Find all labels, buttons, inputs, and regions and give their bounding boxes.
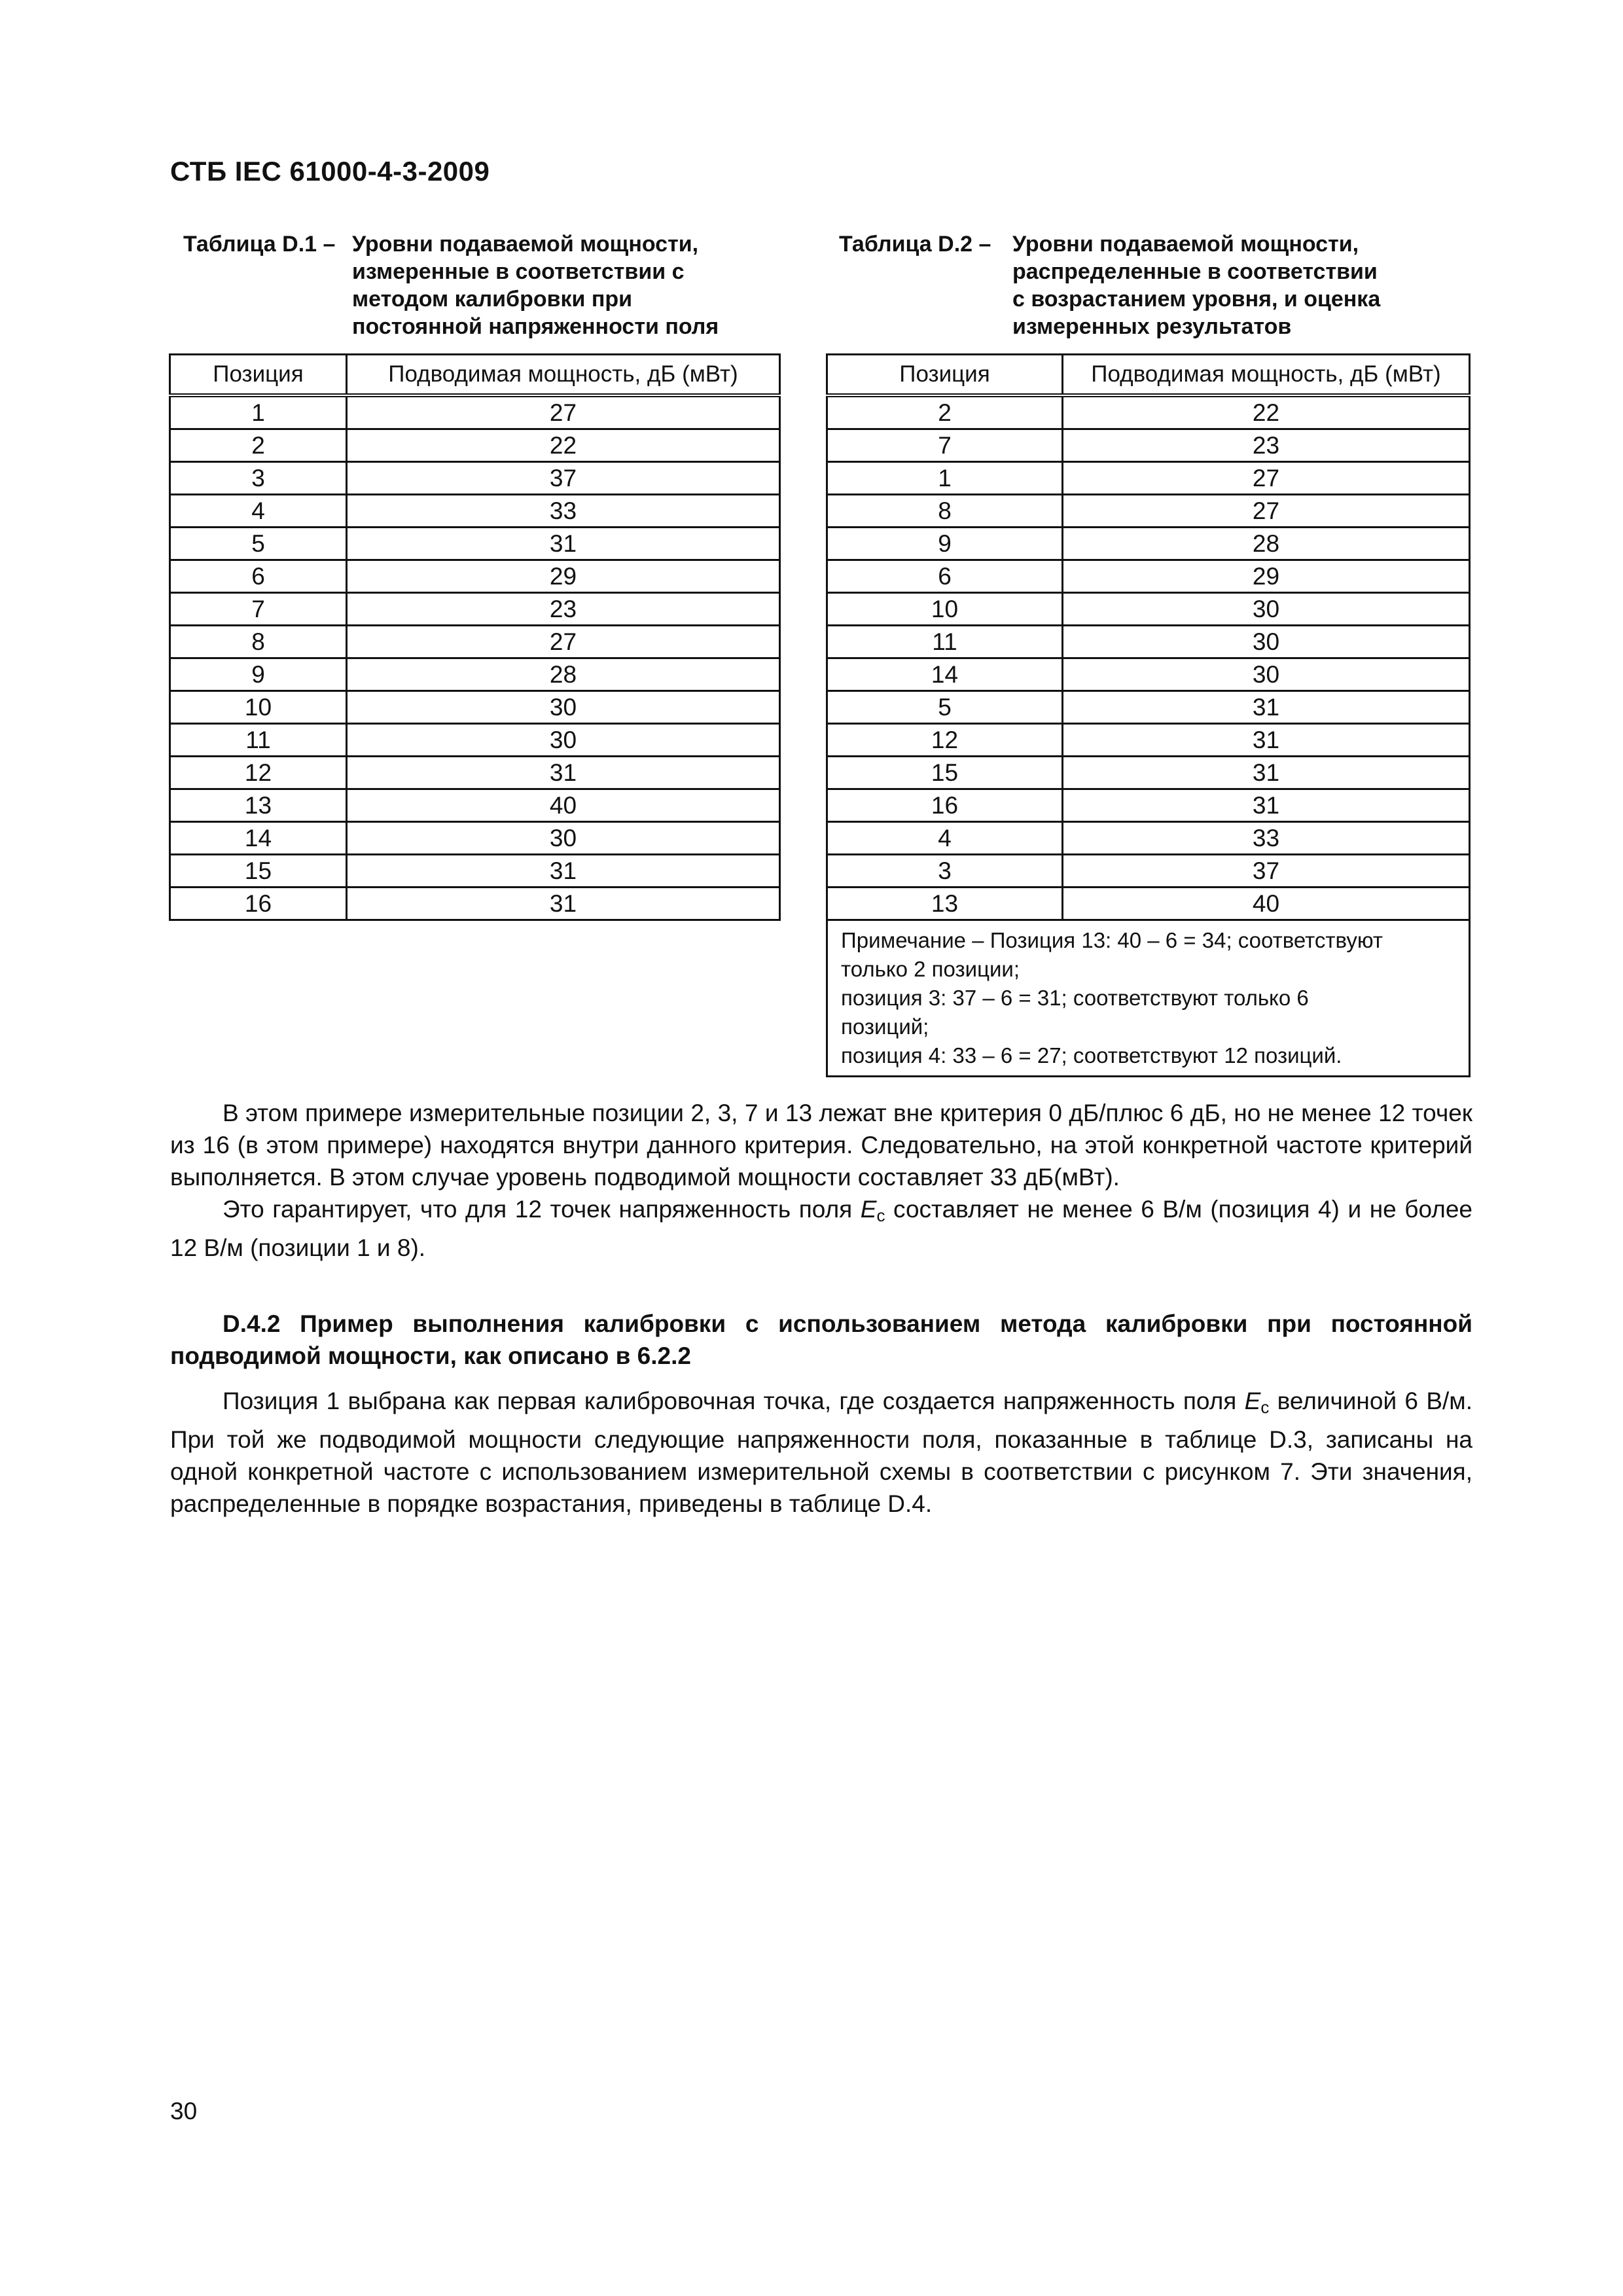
paragraph: В этом примере измерительные позиции 2, 3, 7 и 13 лежат вне критерия 0 дБ/плюс 6 дБ, но не менее 12 точек из 16 (в этом примере) находятся внутри данного критерия. Следовательно, на этой конкретной частоте критерий выполняется. В этом случае уровень подводимой мощности составляет 33 дБ(мВт). [170,1100,1472,1191]
power-cell: 27 [347,626,780,658]
table-d1-caption-line: измеренные в соответствии с [352,259,685,284]
paragraph-text: величиной 6 В/м. При той же подводимой мощности следующие напряженности поля, показанные в таблице D.3, записаны на одной конкретной частоте с использованием измерительной схемы в соответствии с рисунком 7. Эти значения, распределенные в порядке возрастания, приведены в таблице D.4. [170,1388,1472,1517]
power-cell: 40 [347,789,780,822]
body-text-block-2 [170,1385,1472,1520]
power-cell: 29 [1063,560,1470,593]
table-header-row [170,355,780,396]
table-row [827,822,1470,855]
power-cell: 40 [1063,888,1470,920]
document-code: СТБ IEC 61000-4-3-2009 [170,156,490,187]
table-d1-caption-line: Уровни подаваемой мощности, [352,232,699,257]
position-cell: 12 [827,724,1063,757]
note-line: позиция 4: 33 – 6 = 27; соответствуют 12 позиций. [841,1043,1342,1067]
position-cell: 2 [827,395,1063,429]
table-d1-caption-line: постоянной напряженности поля [352,314,719,339]
table-row [827,462,1470,495]
position-cell: 2 [170,429,347,462]
position-cell: 7 [170,593,347,626]
position-cell: 14 [827,658,1063,691]
paragraph-text: Это гарантирует, что для 12 точек напряженность поля [223,1196,861,1223]
table-row [827,724,1470,757]
power-cell: 22 [1063,395,1470,429]
symbol-subscript: c [876,1206,885,1225]
table-row [827,658,1470,691]
position-cell: 5 [827,691,1063,724]
power-cell: 37 [1063,855,1470,888]
position-cell: 11 [827,626,1063,658]
position-cell: 15 [827,757,1063,789]
power-cell: 27 [1063,462,1470,495]
position-cell: 13 [170,789,347,822]
paragraph [170,1385,1472,1520]
power-cell: 23 [1063,429,1470,462]
position-cell: 7 [827,429,1063,462]
position-cell: 6 [827,560,1063,593]
position-cell: 10 [170,691,347,724]
table-row [170,822,780,855]
table-d2-caption-line: измеренных результатов [1012,314,1292,339]
power-cell: 31 [1063,789,1470,822]
table-row [827,855,1470,888]
table-row [170,888,780,920]
power-cell: 29 [347,560,780,593]
position-cell: 3 [170,462,347,495]
table-d2-caption-line: Уровни подаваемой мощности, [1012,232,1359,257]
power-cell: 22 [347,429,780,462]
table-d2-caption [839,230,1467,346]
power-cell: 28 [347,658,780,691]
page-number: 30 [170,2098,198,2125]
section-heading: D.4.2 Пример выполнения калибровки с использованием метода калибровки при постоянной подводимой мощности, как описано в 6.2.2 [170,1310,1472,1369]
table-row [170,593,780,626]
power-cell: 30 [347,691,780,724]
power-cell: 33 [347,495,780,528]
table-row [827,789,1470,822]
table-row [827,495,1470,528]
body-text-block-1 [170,1097,1472,1264]
table-row [170,855,780,888]
table-row [170,658,780,691]
table-row [827,560,1470,593]
table-row [827,626,1470,658]
power-cell: 31 [347,528,780,560]
table-row [827,757,1470,789]
table-row [170,691,780,724]
power-cell: 31 [1063,724,1470,757]
table-row [827,395,1470,429]
table-row [170,429,780,462]
position-cell: 1 [827,462,1063,495]
power-cell: 23 [347,593,780,626]
table-d1 [169,353,781,921]
position-cell: 6 [170,560,347,593]
paragraph-text: Позиция 1 выбрана как первая калибровочная точка, где создается напряженность поля [223,1388,1245,1414]
position-cell: 15 [170,855,347,888]
note-line: позиций; [841,1014,929,1039]
power-cell: 27 [1063,495,1470,528]
position-cell: 9 [170,658,347,691]
power-cell: 33 [1063,822,1470,855]
power-cell: 30 [1063,593,1470,626]
table-d2-caption-label: Таблица D.2 – [839,232,991,257]
column-header: Подводимая мощность, дБ (мВт) [347,355,780,396]
symbol-e: E [1244,1388,1261,1414]
paragraph-text: составляет не менее 6 В/м (позиция 4) и не более 12 В/м (позиции 1 и 8). [170,1196,1472,1261]
table-header-row [827,355,1470,396]
table-row [170,560,780,593]
table-row [170,395,780,429]
power-cell: 31 [347,757,780,789]
power-cell: 28 [1063,528,1470,560]
symbol-e: E [860,1196,877,1223]
power-cell: 27 [347,395,780,429]
table-row [170,626,780,658]
position-cell: 1 [170,395,347,429]
position-cell: 4 [170,495,347,528]
table-d1-caption-label: Таблица D.1 – [183,232,336,257]
table-row [827,888,1470,920]
position-cell: 4 [827,822,1063,855]
table-row [170,789,780,822]
position-cell: 16 [170,888,347,920]
position-cell: 12 [170,757,347,789]
power-cell: 30 [1063,658,1470,691]
table-row [170,528,780,560]
position-cell: 3 [827,855,1063,888]
column-header: Подводимая мощность, дБ (мВт) [1063,355,1470,396]
table-d2 [826,353,1471,1077]
column-header: Позиция [170,355,347,396]
note-line: Примечание – Позиция 13: 40 – 6 = 34; соответствуют [841,928,1383,952]
paragraph [170,1193,1472,1264]
table-row [827,691,1470,724]
table-d1-caption [183,230,785,346]
symbol-subscript: c [1260,1397,1270,1417]
table-d1-caption-line: методом калибровки при [352,287,633,312]
position-cell: 8 [827,495,1063,528]
position-cell: 10 [827,593,1063,626]
position-cell: 8 [170,626,347,658]
table-row [827,528,1470,560]
power-cell: 31 [1063,757,1470,789]
table-note-row [827,920,1470,1077]
power-cell: 31 [1063,691,1470,724]
power-cell: 31 [347,855,780,888]
table-d2-caption-line: распределенные в соответствии [1012,259,1378,284]
power-cell: 30 [1063,626,1470,658]
table-row [170,462,780,495]
table-note [827,920,1470,1077]
table-row [170,724,780,757]
note-line: позиция 3: 37 – 6 = 31; соответствуют только 6 [841,986,1309,1010]
table-d2-caption-line: с возрастанием уровня, и оценка [1012,287,1381,312]
table-row [170,495,780,528]
power-cell: 37 [347,462,780,495]
position-cell: 5 [170,528,347,560]
position-cell: 11 [170,724,347,757]
position-cell: 13 [827,888,1063,920]
position-cell: 16 [827,789,1063,822]
power-cell: 30 [347,724,780,757]
position-cell: 14 [170,822,347,855]
table-row [827,593,1470,626]
power-cell: 30 [347,822,780,855]
column-header: Позиция [827,355,1063,396]
power-cell: 31 [347,888,780,920]
position-cell: 9 [827,528,1063,560]
note-line: только 2 позиции; [841,957,1020,981]
table-row [827,429,1470,462]
table-row [170,757,780,789]
